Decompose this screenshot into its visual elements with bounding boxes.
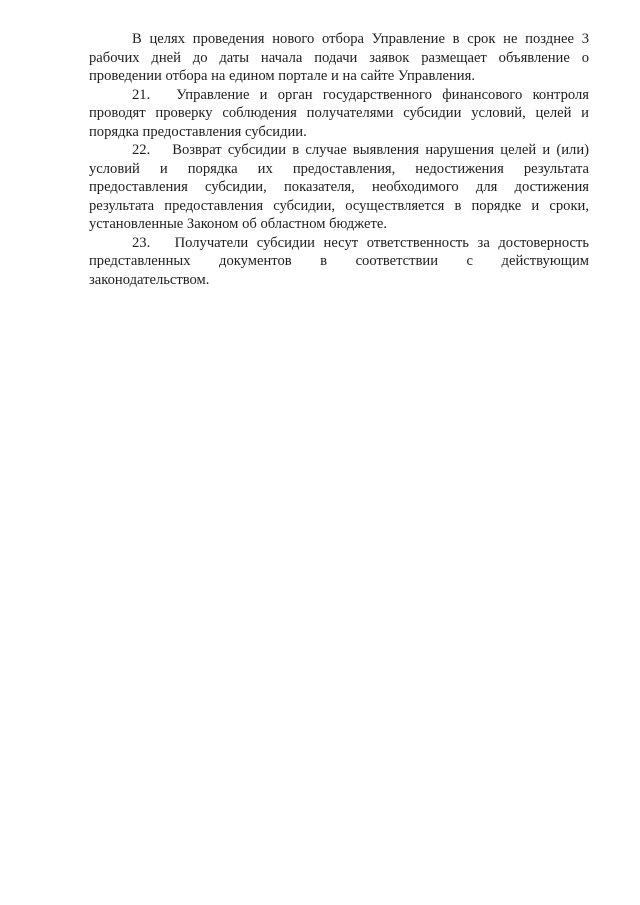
paragraph-number: 21. (132, 86, 151, 103)
paragraph-text: Управление и орган государственного финансового контроля проводят проверку соблюдения получателями субсидии условий, целей и порядка предоставления субсидии. (89, 86, 589, 140)
paragraph-21 (89, 86, 589, 142)
paragraph-number: 22. (132, 142, 151, 158)
paragraph-text: В целях проведения нового отбора Управление в срок не позднее 3 рабочих дней до даты начала подачи заявок размещает объявление о проведении отбора на едином портале и на сайте Управления. (89, 31, 589, 84)
paragraph-23 (89, 234, 589, 271)
paragraph-text: Возврат субсидии в случае выявления нарушения целей и (или) условий и порядка их предоставления, недостижения результата предоставления субсидии, показателя, необходимого для достижения результата предоставления субсидии, осуществляется в порядке и сроки, установленные Законом об областном бюджете. (89, 142, 589, 232)
paragraph-text-tail: законодательством. (89, 271, 210, 288)
paragraph-23-tail (89, 271, 589, 290)
paragraph-intro (89, 30, 589, 86)
paragraph-22 (89, 141, 589, 234)
paragraph-text: Получатели субсидии несут ответственность за достоверность представленных документов в соответствии с действующим (89, 234, 589, 269)
paragraph-number: 23. (132, 234, 151, 251)
document-body (89, 30, 589, 289)
